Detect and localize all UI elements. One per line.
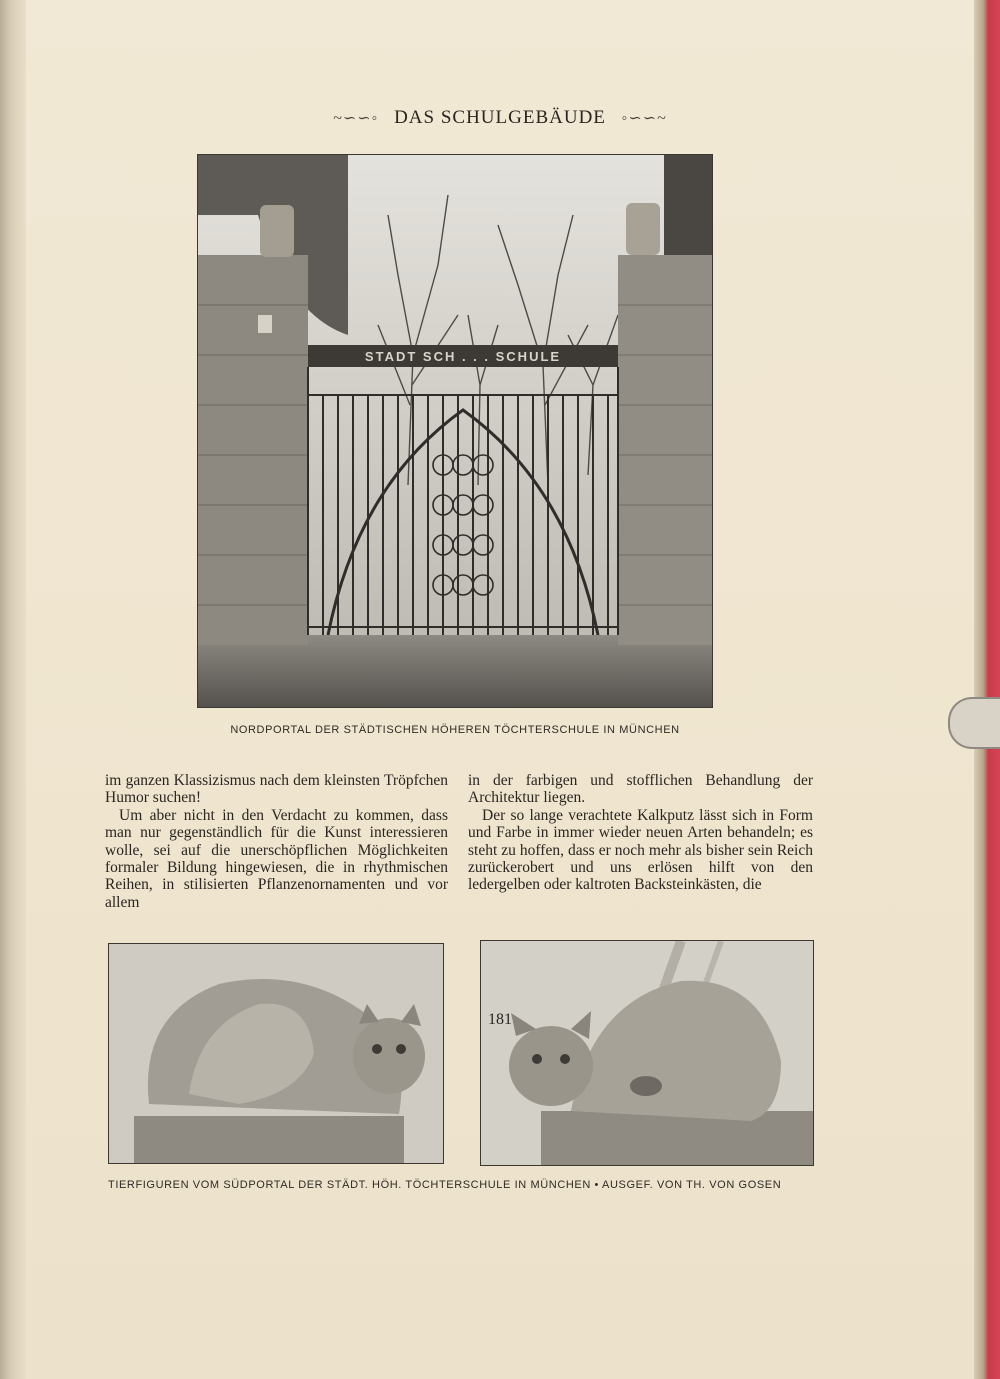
ornament-left-icon: ~∽∽◦ — [333, 110, 379, 127]
photo-north-portal — [197, 154, 713, 708]
photo-animal-figure-right — [480, 940, 814, 1166]
paragraph: im ganzen Klassizismus nach dem kleinsten Tröpfchen Humor suchen! — [105, 772, 448, 807]
book-cover-edge — [974, 0, 1000, 1379]
bookmark-tab[interactable] — [948, 697, 1000, 749]
page-title: DAS SCHULGEBÄUDE — [394, 107, 606, 128]
page-number: 181 — [488, 1011, 512, 1028]
gate-illustration — [198, 155, 712, 707]
dog-sculpture-illustration — [109, 944, 443, 1163]
paragraph: Um aber nicht in den Verdacht zu kommen, dass man nur gegenständlich für die Kunst interessieren wolle, sei auf die unerschöpflichen Möglichkeiten formaler Bildung hingewiesen, die in rhythmischen Reihen, in stilisierten Pflanzenornamenten und vor allem — [105, 806, 448, 911]
gate-sign-text: STADT SCH . . . SCHULE — [364, 349, 562, 364]
book-spine — [0, 0, 26, 1379]
caption-bottom-figures: TIERFIGUREN VOM SÜDPORTAL DER STÄDT. HÖH. TÖCHTERSCHULE IN MÜNCHEN • AUSGEF. VON TH. VON GOSEN — [108, 1179, 782, 1191]
cat-sculpture-illustration — [481, 941, 813, 1165]
ornament-right-icon: ◦∽∽~ — [621, 110, 667, 127]
caption-top-figure: NORDPORTAL DER STÄDTISCHEN HÖHEREN TÖCHTERSCHULE IN MÜNCHEN — [230, 724, 680, 736]
running-header — [0, 107, 1000, 129]
paragraph: Der so lange verachtete Kalkputz lässt sich in Form und Farbe in immer wieder neuen Arten behandeln; es steht zu hoffen, dass er noch mehr als bisher sein Reich zurückerobert und uns erlösen hilft von den ledergelben oder kaltroten Backsteinkästen, die — [468, 806, 813, 894]
text-column-right — [468, 772, 813, 894]
photo-animal-figure-left — [108, 943, 444, 1164]
text-column-left — [105, 772, 448, 911]
paragraph: in der farbigen und stofflichen Behandlung der Architektur liegen. — [468, 772, 813, 807]
